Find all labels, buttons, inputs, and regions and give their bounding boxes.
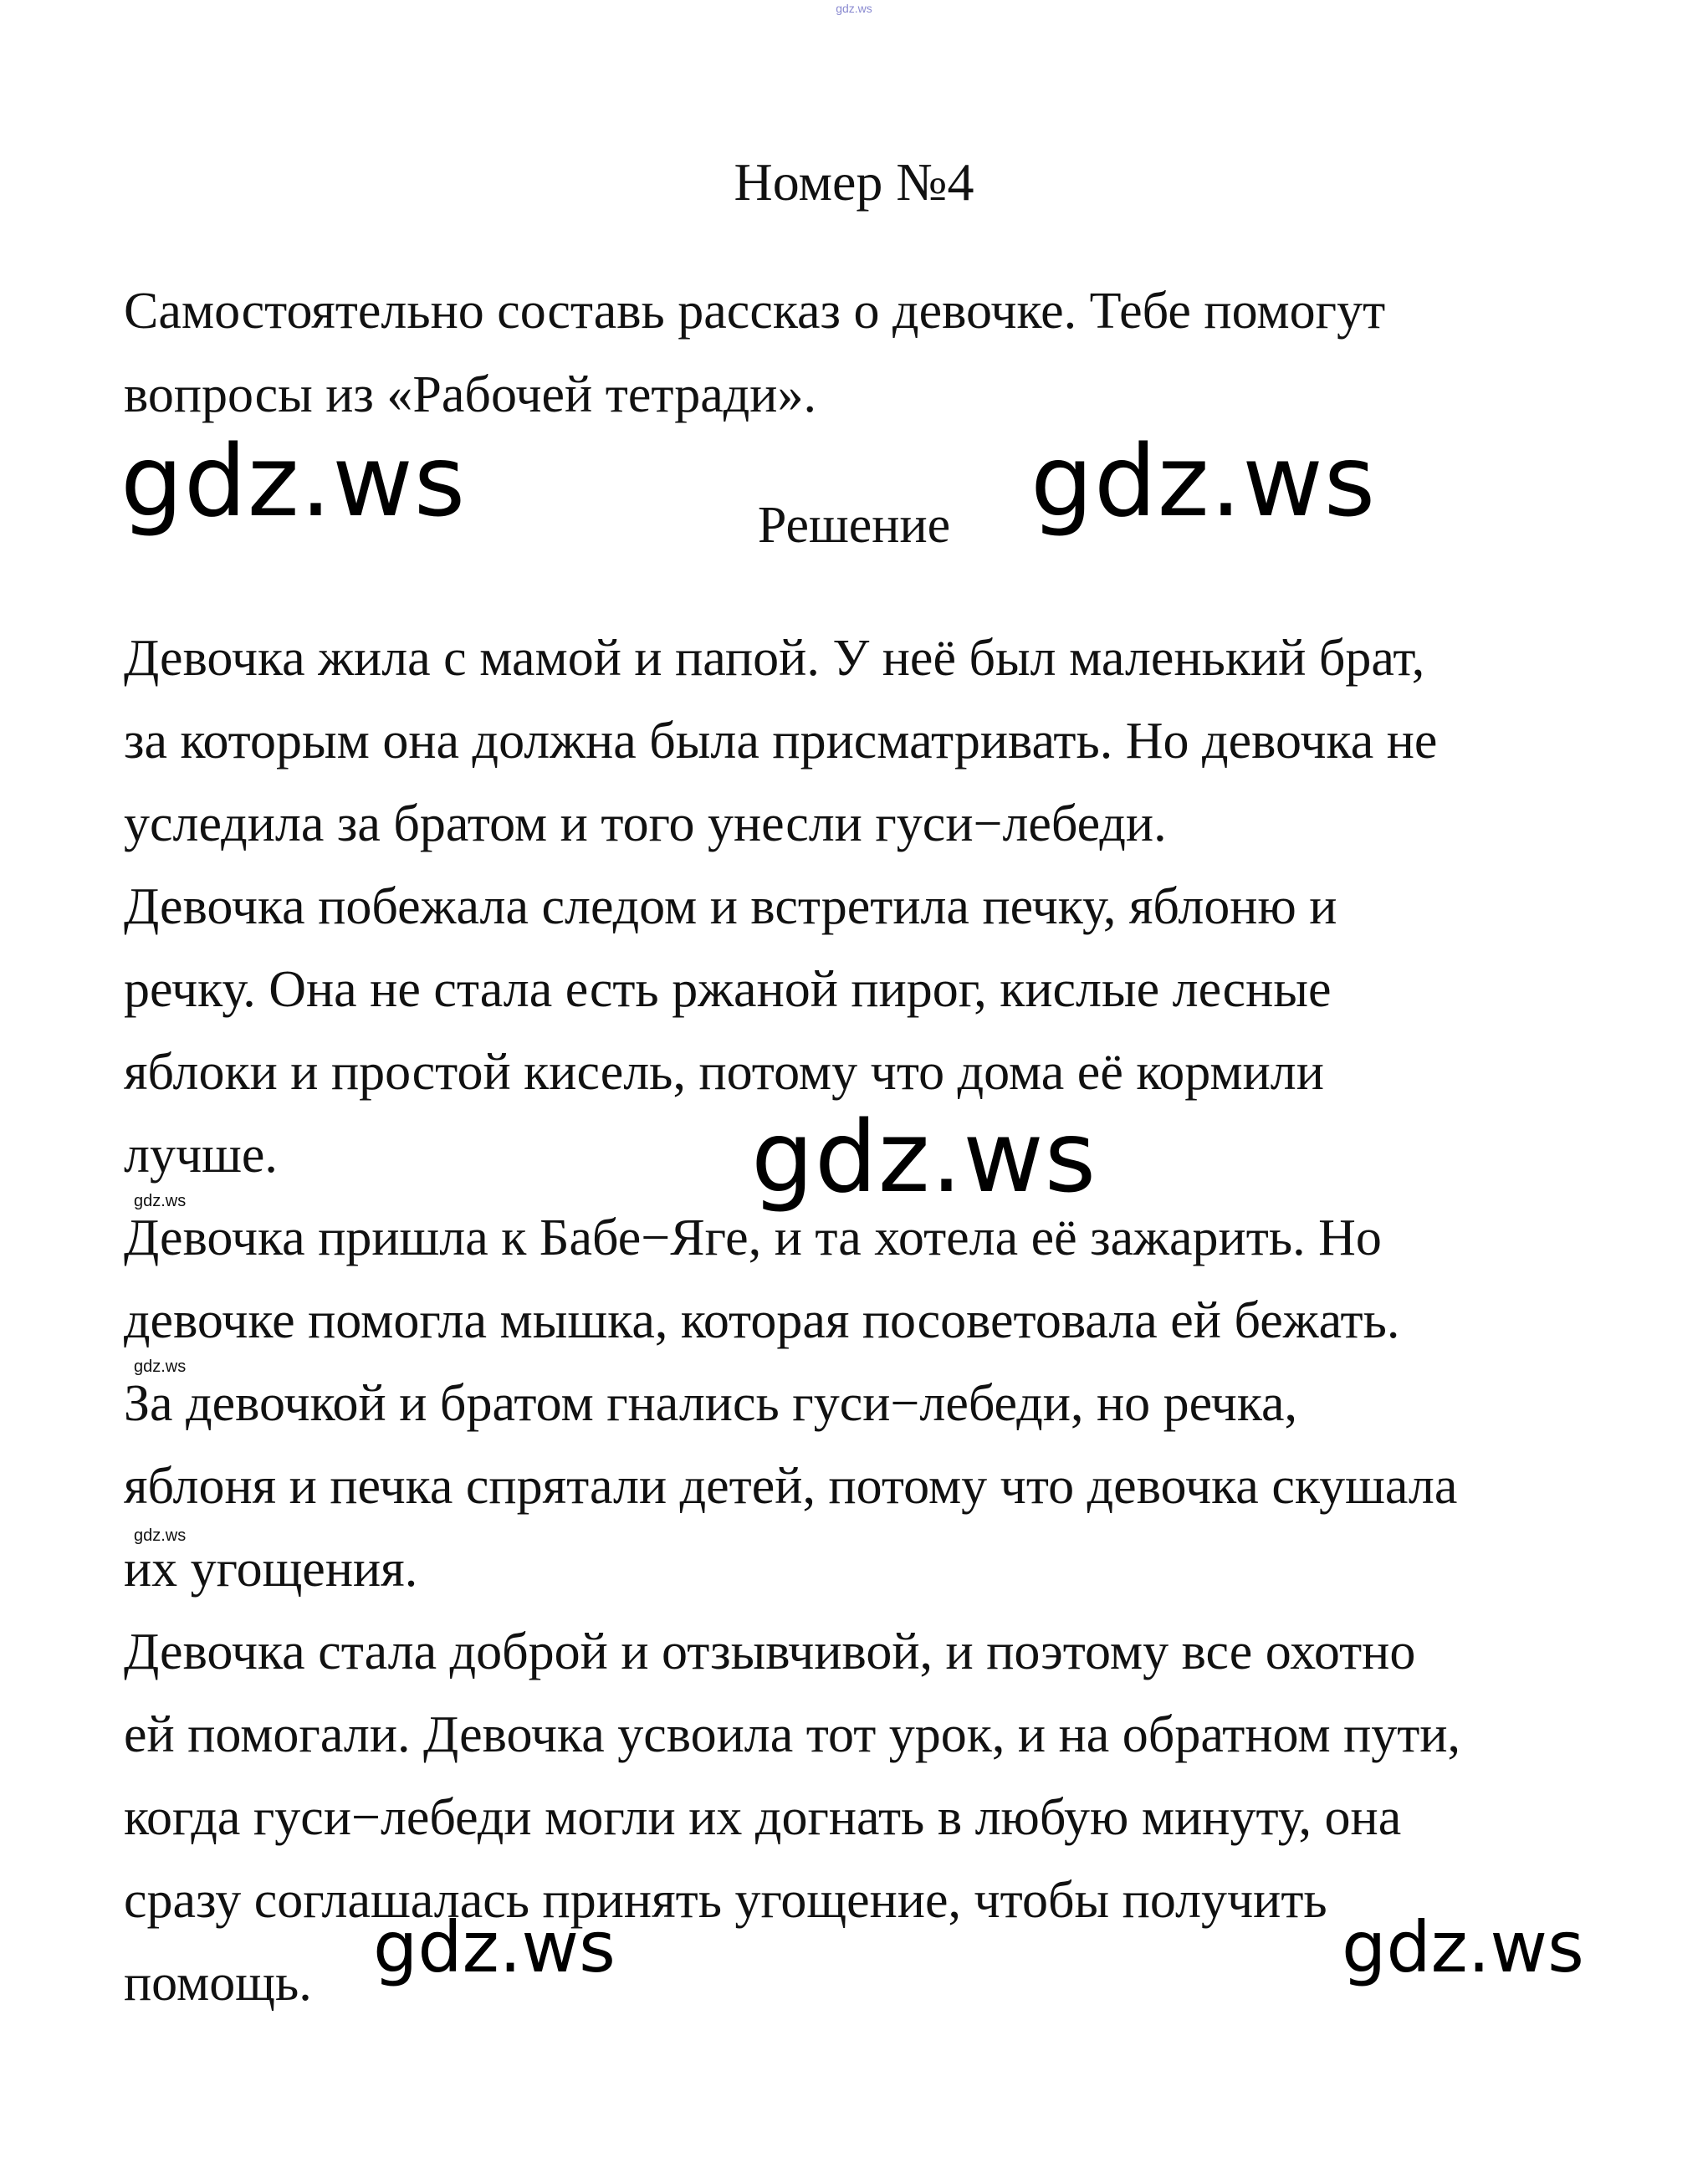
story-line: яблоки и простой кисель, потому что дома её кормили [124,1044,1324,1101]
watermark-medium: gdz.ws [1342,1906,1584,1988]
story-line: лучше. [124,1127,278,1184]
task-line: вопросы из «Рабочей тетради». [124,366,816,423]
watermark-large: gdz.ws [120,423,467,539]
story-line: за которым она должна была присматривать. Но девочка не [124,713,1438,770]
story-line: помощь. [124,1955,312,2012]
story-line: их угощения. [124,1541,418,1598]
solution-heading: Решение [757,497,951,554]
watermark-medium: gdz.ws [373,1906,616,1988]
watermark-small: gdz.ws [134,1526,187,1545]
solution-text [124,617,1596,2025]
story-line: За девочкой и братом гнались гуси−лебеди, но речка, [124,1375,1298,1432]
task-text [124,269,1596,437]
story-line: Девочка жила с мамой и папой. У неё был маленький брат, [124,630,1425,687]
story-line: когда гуси−лебеди могли их догнать в любую минуту, она [124,1789,1402,1846]
watermark-small: gdz.ws [134,1358,187,1376]
top-watermark: gdz.ws [836,2,872,15]
story-line: сразу соглашалась принять угощение, чтобы получить [124,1872,1327,1929]
task-line: Самостоятельно составь рассказ о девочке. Тебе помогут [124,283,1386,340]
watermark-large: gdz.ws [1030,423,1377,539]
story-line: девочке помогла мышка, которая посоветовала ей бежать. [124,1292,1400,1349]
story-line: Девочка стала доброй и отзывчивой, и поэтому все охотно [124,1624,1416,1680]
page-title: Номер №4 [734,152,974,212]
watermark-large: gdz.ws [751,1099,1097,1214]
story-line: Девочка побежала следом и встретила печку, яблоню и [124,878,1337,935]
watermark-small: gdz.ws [134,1192,187,1210]
story-line: яблоня и печка спрятали детей, потому что девочка скушала [124,1458,1458,1515]
story-line: речку. Она не стала есть ржаной пирог, кислые лесные [124,961,1332,1018]
story-line: уследила за братом и того унесли гуси−лебеди. [124,795,1167,852]
story-line: ей помогали. Девочка усвоила тот урок, и на обратном пути, [124,1706,1461,1763]
story-line: Девочка пришла к Бабе−Яге, и та хотела её зажарить. Но [124,1209,1382,1266]
